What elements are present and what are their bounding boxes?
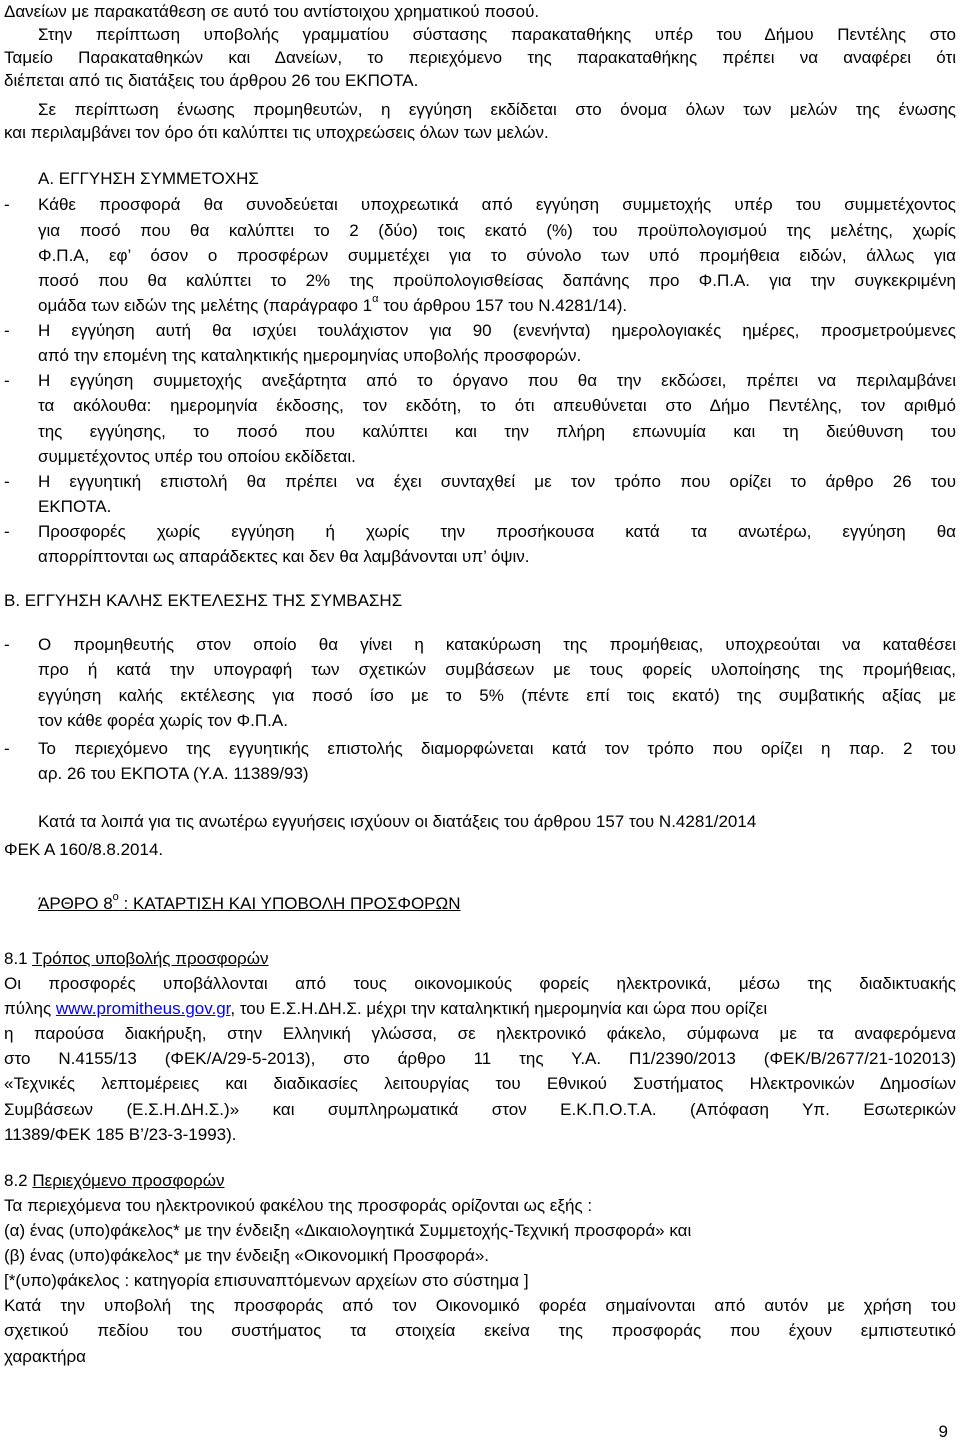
list-dash: - bbox=[4, 321, 10, 340]
text-line: ΦΕΚ Α 160/8.8.2014. bbox=[4, 840, 164, 859]
text-line: διέπεται από τις διατάξεις του άρθρου 26 του ΕΚΠΟΤΑ. bbox=[4, 71, 419, 90]
promitheus-link[interactable]: www.promitheus.gov.gr bbox=[55, 999, 231, 1018]
text-line: στο Ν.4155/13 (ΦΕΚ/Α/29-5-2013), στο άρθρο 11 της Υ.Α. Π1/2390/2013 (ΦΕΚ/Β/2677/21-102013) bbox=[4, 1049, 956, 1068]
superscript-alpha: α bbox=[372, 293, 379, 306]
text-line: Στην περίπτωση υποβολής γραμματίου σύστασης παρακαταθήκης υπέρ του Δήμου Πεντέλης στο bbox=[38, 25, 956, 44]
text-line: για ποσό που θα καλύπτει το 2 (δύο) τοις εκατό (%) του προϋπολογισμού της μελέτης, χωρίς bbox=[38, 221, 956, 240]
list-dash: - bbox=[4, 739, 10, 758]
text-line: Δανείων με παρακατάθεση σε αυτό του αντίστοιχου χρηματικού ποσού. bbox=[4, 2, 540, 21]
text-line: [*(υπο)φάκελος : κατηγορία επισυναπτόμενων αρχείων στο σύστημα ] bbox=[4, 1271, 529, 1290]
text-line: (β) ένας (υπο)φάκελος* με την ένδειξη «Οικονομική Προσφορά». bbox=[4, 1246, 489, 1265]
superscript-o: ο bbox=[112, 891, 119, 904]
text-line: αρ. 26 του ΕΚΠΟΤΑ (Υ.Α. 11389/93) bbox=[38, 764, 309, 783]
text-run: του άρθρου 157 του Ν.4281/14). bbox=[378, 296, 628, 315]
list-dash: - bbox=[4, 371, 10, 390]
text-line: Συμβάσεων (Ε.Σ.Η.ΔΗ.Σ.)» και συμπληρωματικά στον Ε.Κ.Π.Ο.Τ.Α. (Απόφαση Υπ. Εσωτερικών bbox=[4, 1100, 956, 1119]
text-run: Περιεχόμενο προσφορών bbox=[32, 1171, 225, 1190]
text-line: απορρίπτονται ως απαράδεκτες και δεν θα λαμβάνονται υπ’ όψιν. bbox=[38, 547, 530, 566]
text-line: συμμετέχοντος υπέρ του οποίου εκδίδεται. bbox=[38, 447, 356, 466]
text-line: Κατά την υποβολή της προσφοράς από τον Οικονομικό φορέα σημαίνονται από αυτόν με χρήση του bbox=[4, 1296, 956, 1315]
text-line: «Τεχνικές λεπτομέρειες και διαδικασίες λειτουργίας του Εθνικού Συστήματος Ηλεκτρονικών Δημοσίων bbox=[4, 1074, 956, 1093]
page-number: 9 bbox=[938, 1422, 948, 1441]
list-dash: - bbox=[4, 635, 10, 654]
subsection-heading-8-2 bbox=[4, 1169, 956, 1192]
text-line bbox=[4, 997, 956, 1020]
text-line: ποσό που θα καλύπτει το 2% της προϋπολογισθείσας δαπάνης προ Φ.Π.Α. για την συγκεκριμένη bbox=[38, 271, 956, 290]
article-8-heading bbox=[38, 892, 461, 915]
list-dash: - bbox=[4, 195, 10, 214]
subsection-heading-8-1 bbox=[4, 947, 956, 970]
list-dash: - bbox=[4, 522, 10, 541]
text-line: Προσφορές χωρίς εγγύηση ή χωρίς την προσήκουσα κατά τα ανωτέρω, εγγύηση θα bbox=[38, 522, 956, 541]
text-line: από την επομένη της καταληκτικής ημερομηνίας υποβολής προσφορών. bbox=[38, 346, 582, 365]
text-run: ομάδα των ειδών της μελέτης (παράγραφο 1 bbox=[38, 296, 373, 315]
section-heading-b: Β. ΕΓΓΥΗΣΗ ΚΑΛΗΣ ΕΚΤΕΛΕΣΗΣ ΤΗΣ ΣΥΜΒΑΣΗΣ bbox=[4, 591, 403, 610]
text-line: προ ή κατά την υπογραφή των σχετικών συμβάσεων με τους φορείς υλοποίησης της προμήθειας, bbox=[38, 660, 956, 679]
text-line: (α) ένας (υπο)φάκελος* με την ένδειξη «Δικαιολογητικά Συμμετοχής-Τεχνική προσφορά» και bbox=[4, 1221, 692, 1240]
text-run: 8.2 bbox=[4, 1171, 33, 1190]
text-line: Ο προμηθευτής στον οποίο θα γίνει η κατακύρωση της προμήθειας, υποχρεούται να καταθέσει bbox=[38, 635, 956, 654]
text-run: : ΚΑΤΑΡΤΙΣΗ ΚΑΙ ΥΠΟΒΟΛΗ ΠΡΟΣΦΟΡΩΝ bbox=[118, 894, 461, 913]
text-run: , του Ε.Σ.Η.ΔΗ.Σ. μέχρι την καταληκτική ημερομηνία και ώρα που ορίζει bbox=[230, 999, 768, 1018]
text-line: της εγγύησης, το ποσό που καλύπτει και την πλήρη επωνυμία και τη διεύθυνση του bbox=[38, 422, 956, 441]
text-run: Τρόπος υποβολής προσφορών bbox=[32, 949, 269, 968]
text-line bbox=[38, 294, 956, 317]
text-line: σχετικού πεδίου του συστήματος τα στοιχεία εκείνα της προσφοράς που έχουν εμπιστευτικό bbox=[4, 1321, 956, 1340]
text-run: πύλης bbox=[4, 999, 56, 1018]
text-line: ΕΚΠΟΤΑ. bbox=[38, 497, 112, 516]
text-line: Η εγγυητική επιστολή θα πρέπει να έχει συνταχθεί με τον τρόπο που ορίζει το άρθρο 26 του bbox=[38, 472, 956, 491]
text-run: 8.1 bbox=[4, 949, 33, 968]
text-line: τα ακόλουθα: ημερομηνία έκδοσης, τον εκδότη, το ότι απευθύνεται στο Δήμο Πεντέλης, τον αριθμό bbox=[38, 396, 956, 415]
text-line: Το περιεχόμενο της εγγυητικής επιστολής διαμορφώνεται κατά τον τρόπο που ορίζει η παρ. 2 του bbox=[38, 739, 956, 758]
text-line: Κατά τα λοιπά για τις ανωτέρω εγγυήσεις ισχύουν οι διατάξεις του άρθρου 157 του Ν.4281/2014 bbox=[38, 812, 757, 831]
text-line: τον κάθε φορέα χωρίς τον Φ.Π.Α. bbox=[38, 711, 288, 730]
text-line: Κάθε προσφορά θα συνοδεύεται υποχρεωτικά από εγγύηση συμμετοχής υπέρ του συμμετέχοντος bbox=[38, 195, 956, 214]
text-line: και περιλαμβάνει τον όρο ότι καλύπτει τις υποχρεώσεις όλων των μελών. bbox=[4, 123, 549, 142]
text-line: Η εγγύηση αυτή θα ισχύει τουλάχιστον για 90 (ενενήντα) ημερολογιακές ημέρες, προσμετρούμενες bbox=[38, 321, 956, 340]
text-line: 11389/ΦΕΚ 185 Β’/23-3-1993). bbox=[4, 1125, 237, 1144]
text-line: χαρακτήρα bbox=[4, 1347, 86, 1366]
text-line: Ταμείο Παρακαταθηκών και Δανείων, το περιεχόμενο της παρακαταθήκης πρέπει να αναφέρει ότι bbox=[4, 48, 956, 67]
text-line: Τα περιεχόμενα του ηλεκτρονικού φακέλου της προσφοράς ορίζονται ως εξής : bbox=[4, 1196, 593, 1215]
text-line: Φ.Π.Α, εφ’ όσον ο προσφέρων συμμετέχει για το σύνολο των υπό προμήθεια ειδών, άλλως για bbox=[38, 246, 956, 265]
text-line: Η εγγύηση συμμετοχής ανεξάρτητα από το όργανο που θα την εκδώσει, πρέπει να περιλαμβάνει bbox=[38, 371, 956, 390]
list-dash: - bbox=[4, 472, 10, 491]
text-line: Σε περίπτωση ένωσης προμηθευτών, η εγγύηση εκδίδεται στο όνομα όλων των μελών της ένωσης bbox=[38, 100, 956, 119]
section-heading-a: Α. ΕΓΓΥΗΣΗ ΣΥΜΜΕΤΟΧΗΣ bbox=[38, 169, 259, 188]
text-line: εγγύηση καλής εκτέλεσης για ποσό ίσο με το 5% (πέντε επί τοις εκατό) της συμβατικής αξίας με bbox=[38, 686, 956, 705]
text-line: Οι προσφορές υποβάλλονται από τους οικονομικούς φορείς ηλεκτρονικά, μέσω της διαδικτυακής bbox=[4, 974, 956, 993]
text-run: ΆΡΘΡΟ 8 bbox=[38, 894, 113, 913]
text-line: η παρούσα διακήρυξη, στην Ελληνική γλώσσα, σε ηλεκτρονικό φάκελο, σύμφωνα με τα αναφερόμενα bbox=[4, 1024, 956, 1043]
